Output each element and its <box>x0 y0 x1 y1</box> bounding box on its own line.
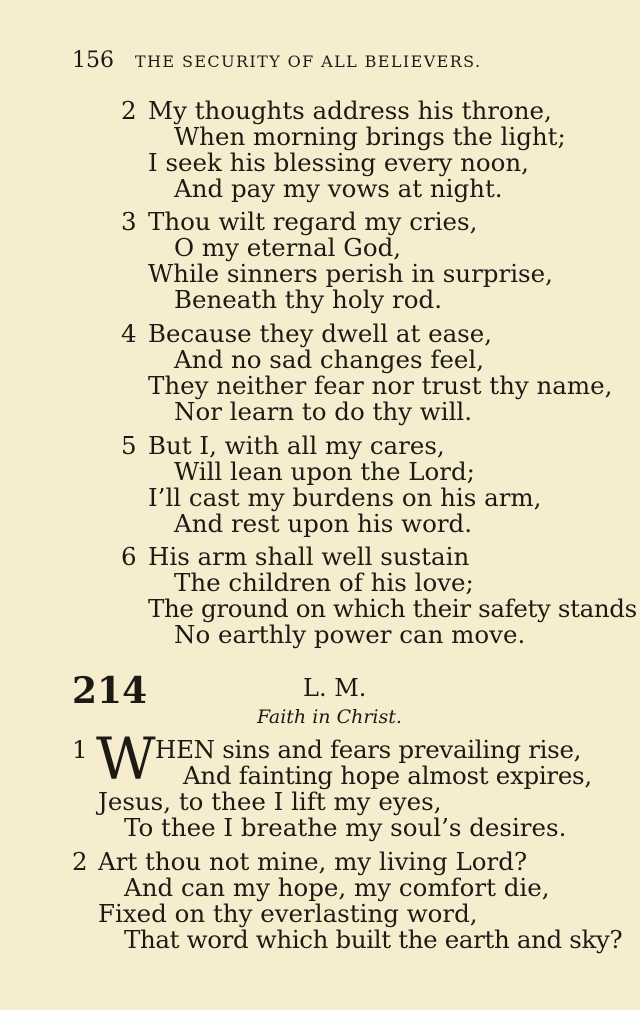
stanza-number: 4 <box>121 319 137 348</box>
hymn-meter: L. M. <box>303 674 367 702</box>
verse-line: And no sad changes feel, <box>174 345 485 374</box>
verse-line: When morning brings the light; <box>174 122 566 151</box>
verse-line: To thee I breathe my soul’s desires. <box>124 813 567 842</box>
verse-line: Jesus, to thee I lift my eyes, <box>98 787 442 816</box>
hymn-subtitle: Faith in Christ. <box>257 706 402 728</box>
hymn-number: 214 <box>72 670 148 712</box>
running-title: THE SECURITY OF ALL BELIEVERS. <box>135 52 482 71</box>
verse-line: And fainting hope almost expires, <box>183 761 592 790</box>
verse-line: Thou wilt regard my cries, <box>148 207 478 236</box>
verse-line: And rest upon his word. <box>174 509 473 538</box>
verse-line: I’ll cast my burdens on his arm, <box>148 483 542 512</box>
verse-line: While sinners perish in surprise, <box>148 259 553 288</box>
verse-line: And can my hope, my comfort die, <box>124 873 550 902</box>
stanza-number: 3 <box>121 207 137 236</box>
verse-line: Because they dwell at ease, <box>148 319 493 348</box>
verse-line: And pay my vows at night. <box>174 174 503 203</box>
verse-line: The ground on which their safety stands <box>148 594 637 623</box>
verse-line: His arm shall well sustain <box>148 542 470 571</box>
verse-line: Fixed on thy everlasting word, <box>98 899 478 928</box>
stanza-number: 1 <box>72 735 88 764</box>
drop-cap: W <box>96 725 156 793</box>
stanza-number: 6 <box>121 542 137 571</box>
stanza-number: 2 <box>121 96 137 125</box>
verse-line: They neither fear nor trust thy name, <box>148 371 613 400</box>
verse-line: No earthly power can move. <box>174 620 526 649</box>
stanza-number: 5 <box>121 431 137 460</box>
verse-line: I seek his blessing every noon, <box>148 148 529 177</box>
verse-line: That word which built the earth and sky? <box>124 925 623 954</box>
verse-line: My thoughts address his throne, <box>148 96 552 125</box>
verse-line: But I, with all my cares, <box>148 431 445 460</box>
running-header <box>72 48 481 73</box>
verse-line: The children of his love; <box>174 568 474 597</box>
verse-line: Will lean upon the Lord; <box>174 457 475 486</box>
verse-line: O my eternal God, <box>174 233 402 262</box>
page-number: 156 <box>72 48 114 73</box>
verse-line: Art thou not mine, my living Lord? <box>98 847 528 876</box>
verse-line: Beneath thy holy rod. <box>174 285 442 314</box>
verse-line: Nor learn to do thy will. <box>174 397 473 426</box>
verse-line: HEN sins and fears prevailing rise, <box>155 735 582 764</box>
stanza-number: 2 <box>72 847 88 876</box>
